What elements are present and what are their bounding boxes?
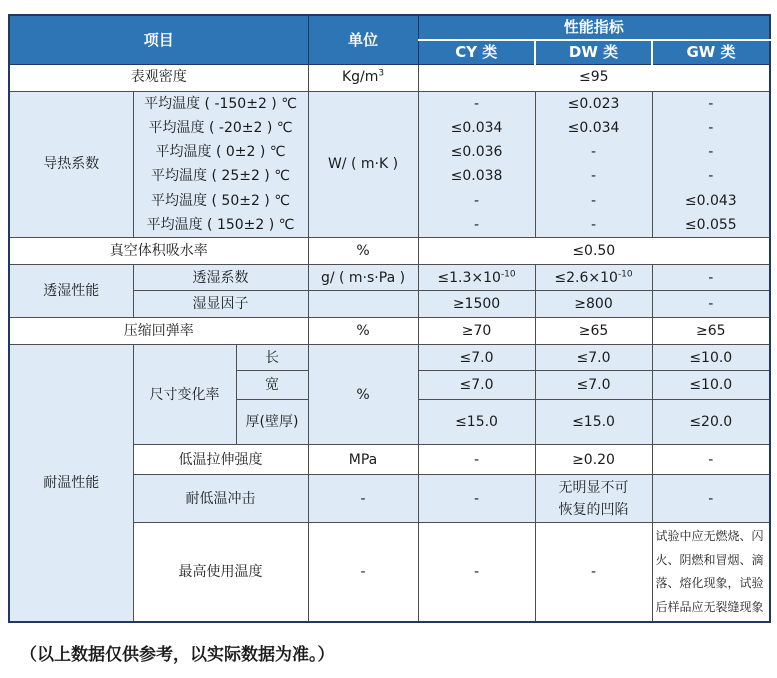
- thermal-dw-value: -: [590, 168, 597, 185]
- thermal-cy-value: -: [473, 217, 480, 234]
- dim-label: 尺寸变化率: [133, 345, 236, 445]
- moisture-label: 透湿性能: [9, 265, 133, 318]
- density-value: ≤95: [418, 64, 770, 91]
- maxtemp-dw: -: [535, 523, 652, 623]
- thermal-gw-value: -: [708, 95, 714, 112]
- dim-thickness-dw: ≤15.0: [535, 400, 652, 445]
- impact-cy: -: [418, 475, 535, 523]
- thermal-cy-value: ≤0.038: [450, 168, 503, 185]
- moisture-coeff-unit: g/ ( m·s·Pa ): [308, 265, 418, 291]
- thermal-cy-value: -: [473, 192, 480, 209]
- thermal-unit: W/ ( m·K ): [308, 91, 418, 238]
- impact-dw-text: 无明显不可恢复的凹陷: [558, 479, 629, 518]
- thermal-gw-value: -: [708, 119, 714, 136]
- moisture-coeff-label: 透湿系数: [133, 265, 308, 291]
- thermal-gw-value: -: [708, 168, 714, 185]
- rebound-cy: ≥70: [418, 318, 535, 345]
- rebound-unit: %: [308, 318, 418, 345]
- disclaimer-note: （以上数据仅供参考，以实际数据为准。）: [20, 645, 335, 665]
- moisture-coeff-dw-base: ≤2.6×10: [554, 269, 618, 286]
- header-performance: 性能指标: [418, 15, 770, 40]
- moisture-factor-unit: [308, 291, 418, 318]
- dim-width-dw: ≤7.0: [535, 371, 652, 400]
- moisture-factor-gw: -: [652, 291, 770, 318]
- dim-width-label: 宽: [236, 371, 308, 400]
- moisture-coeff-dw: [535, 265, 652, 291]
- thermal-temp-label: 平均温度 ( 50±2 ) ℃: [151, 192, 290, 209]
- thermal-dw-values: [535, 91, 652, 238]
- rebound-dw: ≥65: [535, 318, 652, 345]
- density-unit-base: Kg/m: [341, 69, 379, 86]
- tensile-dw: ≥0.20: [535, 445, 652, 475]
- thermal-temp-label: 平均温度 ( 150±2 ) ℃: [146, 217, 295, 234]
- temp-label: 耐温性能: [9, 345, 133, 623]
- moisture-coeff-dw-sup: -10: [617, 268, 633, 279]
- dim-length-gw: ≤10.0: [652, 345, 770, 371]
- header-class-dw: DW 类: [535, 40, 652, 64]
- row-dim-length: [9, 345, 770, 371]
- thermal-label: 导热系数: [9, 91, 133, 238]
- thermal-gw-value: ≤0.043: [684, 192, 737, 209]
- thermal-dw-value: -: [590, 217, 597, 234]
- dim-width-gw: ≤10.0: [652, 371, 770, 400]
- maxtemp-label: 最高使用温度: [133, 523, 308, 623]
- impact-gw: -: [652, 475, 770, 523]
- dim-thickness-label: 厚(壁厚): [236, 400, 308, 445]
- maxtemp-unit: -: [308, 523, 418, 623]
- thermal-dw-value: ≤0.023: [567, 95, 620, 112]
- thermal-cy-value: -: [473, 95, 480, 112]
- row-absorption: [9, 238, 770, 265]
- density-label: 表观密度: [9, 64, 308, 91]
- dim-thickness-cy: ≤15.0: [418, 400, 535, 445]
- thermal-cy-values: [418, 91, 535, 238]
- row-moisture-coeff: [9, 265, 770, 291]
- moisture-factor-cy: ≥1500: [418, 291, 535, 318]
- spec-table: [8, 14, 771, 623]
- impact-unit: -: [308, 475, 418, 523]
- moisture-coeff-cy-sup: -10: [500, 268, 516, 279]
- rebound-gw: ≥65: [652, 318, 770, 345]
- maxtemp-gw: 试验中应无燃烧、闪火、阴燃和冒烟、滴落、熔化现象，试验后样品应无裂缝现象: [652, 523, 770, 623]
- dim-unit: %: [308, 345, 418, 445]
- tensile-label: 低温拉伸强度: [133, 445, 308, 475]
- thermal-gw-value: ≤0.055: [684, 217, 737, 234]
- tensile-unit: MPa: [308, 445, 418, 475]
- absorption-unit: %: [308, 238, 418, 265]
- moisture-coeff-gw: -: [652, 265, 770, 291]
- density-unit: [308, 64, 418, 91]
- thermal-temp-labels: [133, 91, 308, 238]
- rebound-label: 压缩回弹率: [9, 318, 308, 345]
- row-thermal: [9, 91, 770, 238]
- dim-length-cy: ≤7.0: [418, 345, 535, 371]
- moisture-factor-dw: ≥800: [535, 291, 652, 318]
- header-unit: 单位: [308, 15, 418, 64]
- thermal-cy-value: ≤0.036: [450, 144, 503, 161]
- thermal-gw-value: -: [708, 144, 714, 161]
- header-row-1: [9, 15, 770, 40]
- absorption-label: 真空体积吸水率: [9, 238, 308, 265]
- absorption-value: ≤0.50: [418, 238, 770, 265]
- thermal-temp-label: 平均温度 ( -20±2 ) ℃: [148, 119, 293, 136]
- thermal-temp-label: 平均温度 ( -150±2 ) ℃: [144, 95, 297, 112]
- dim-length-dw: ≤7.0: [535, 345, 652, 371]
- thermal-cy-value: ≤0.034: [450, 119, 503, 136]
- impact-label: 耐低温冲击: [133, 475, 308, 523]
- header-class-gw: GW 类: [652, 40, 770, 64]
- dim-length-label: 长: [236, 345, 308, 371]
- thermal-temp-label: 平均温度 ( 25±2 ) ℃: [151, 168, 290, 185]
- header-class-cy: CY 类: [418, 40, 535, 64]
- moisture-factor-label: 湿显因子: [133, 291, 308, 318]
- maxtemp-cy: -: [418, 523, 535, 623]
- dim-width-cy: ≤7.0: [418, 371, 535, 400]
- density-unit-sup: 3: [378, 68, 385, 79]
- tensile-gw: -: [652, 445, 770, 475]
- thermal-dw-value: ≤0.034: [567, 119, 620, 136]
- thermal-gw-values: [652, 91, 770, 238]
- moisture-coeff-cy: [418, 265, 535, 291]
- dim-thickness-gw: ≤20.0: [652, 400, 770, 445]
- thermal-temp-label: 平均温度 ( 0±2 ) ℃: [155, 144, 286, 161]
- header-item: 项目: [9, 15, 308, 64]
- thermal-dw-value: -: [590, 144, 597, 161]
- row-density: [9, 64, 770, 91]
- moisture-coeff-cy-base: ≤1.3×10: [437, 269, 501, 286]
- row-rebound: [9, 318, 770, 345]
- impact-dw: [535, 475, 652, 523]
- tensile-cy: -: [418, 445, 535, 475]
- thermal-dw-value: -: [590, 192, 597, 209]
